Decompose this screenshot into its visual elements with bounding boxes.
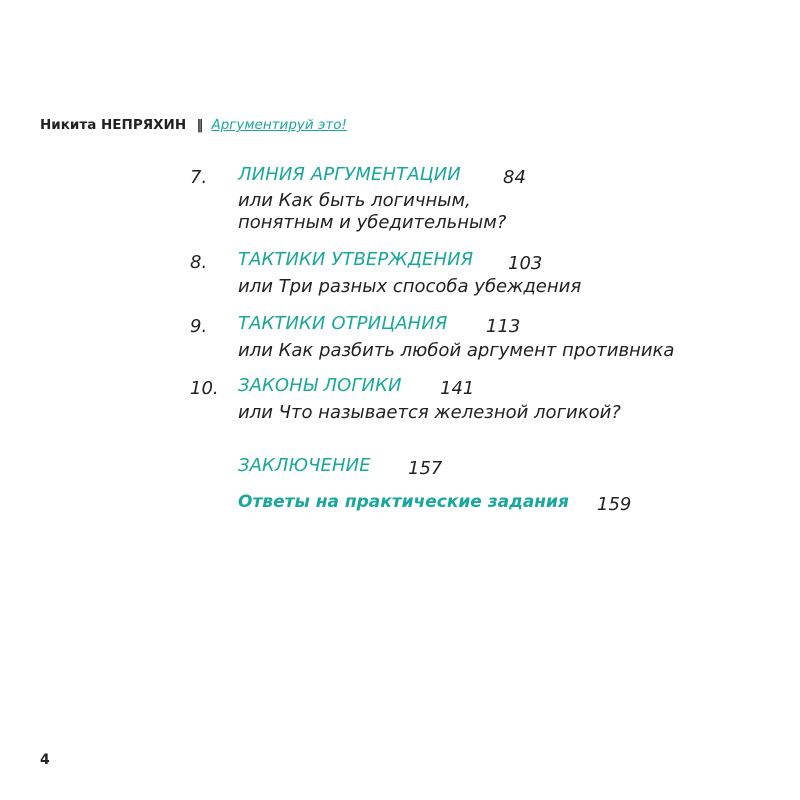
toc-answers-page: 159 [597, 494, 632, 515]
toc-entry-9-number: 9. [190, 316, 208, 337]
toc-entry-8-subtitle-line-1: или Три разных способа убеждения [238, 276, 582, 297]
toc-entry-7-title[interactable]: ЛИНИЯ АРГУМЕНТАЦИИ [238, 164, 461, 185]
toc-entry-7-number: 7. [190, 167, 208, 188]
toc-entry-9-subtitle-line-1: или Как разбить любой аргумент противника [238, 340, 675, 361]
toc-entry-10-subtitle-line-1: или Что называется железной логикой? [238, 402, 621, 423]
toc-entry-10-title[interactable]: ЗАКОНЫ ЛОГИКИ [238, 375, 402, 396]
toc-entry-7-subtitle-line-2: понятным и убедительным? [238, 212, 507, 233]
toc-entry-9-title[interactable]: ТАКТИКИ ОТРИЦАНИЯ [238, 313, 448, 334]
author-name: Никита НЕПРЯХИН [40, 117, 187, 133]
toc-entry-8-title[interactable]: ТАКТИКИ УТВЕРЖДЕНИЯ [238, 249, 474, 270]
toc-answers-title[interactable]: Ответы на практические задания [238, 492, 569, 512]
page-number: 4 [40, 752, 50, 768]
toc-entry-8-page: 103 [508, 253, 543, 274]
toc-entry-7-page: 84 [503, 167, 526, 188]
toc-conclusion-title[interactable]: ЗАКЛЮЧЕНИЕ [238, 455, 371, 476]
toc-entry-8-number: 8. [190, 252, 208, 273]
toc-conclusion-page: 157 [408, 458, 443, 479]
toc-entry-9-page: 113 [486, 316, 521, 337]
book-title-link[interactable]: Аргументируй это! [211, 117, 347, 133]
toc-entry-10-number: 10. [190, 378, 219, 399]
header-separator: ‖ [196, 117, 204, 133]
toc-entry-10-page: 141 [440, 378, 475, 399]
toc-entry-7-subtitle-line-1: или Как быть логичным, [238, 190, 471, 211]
